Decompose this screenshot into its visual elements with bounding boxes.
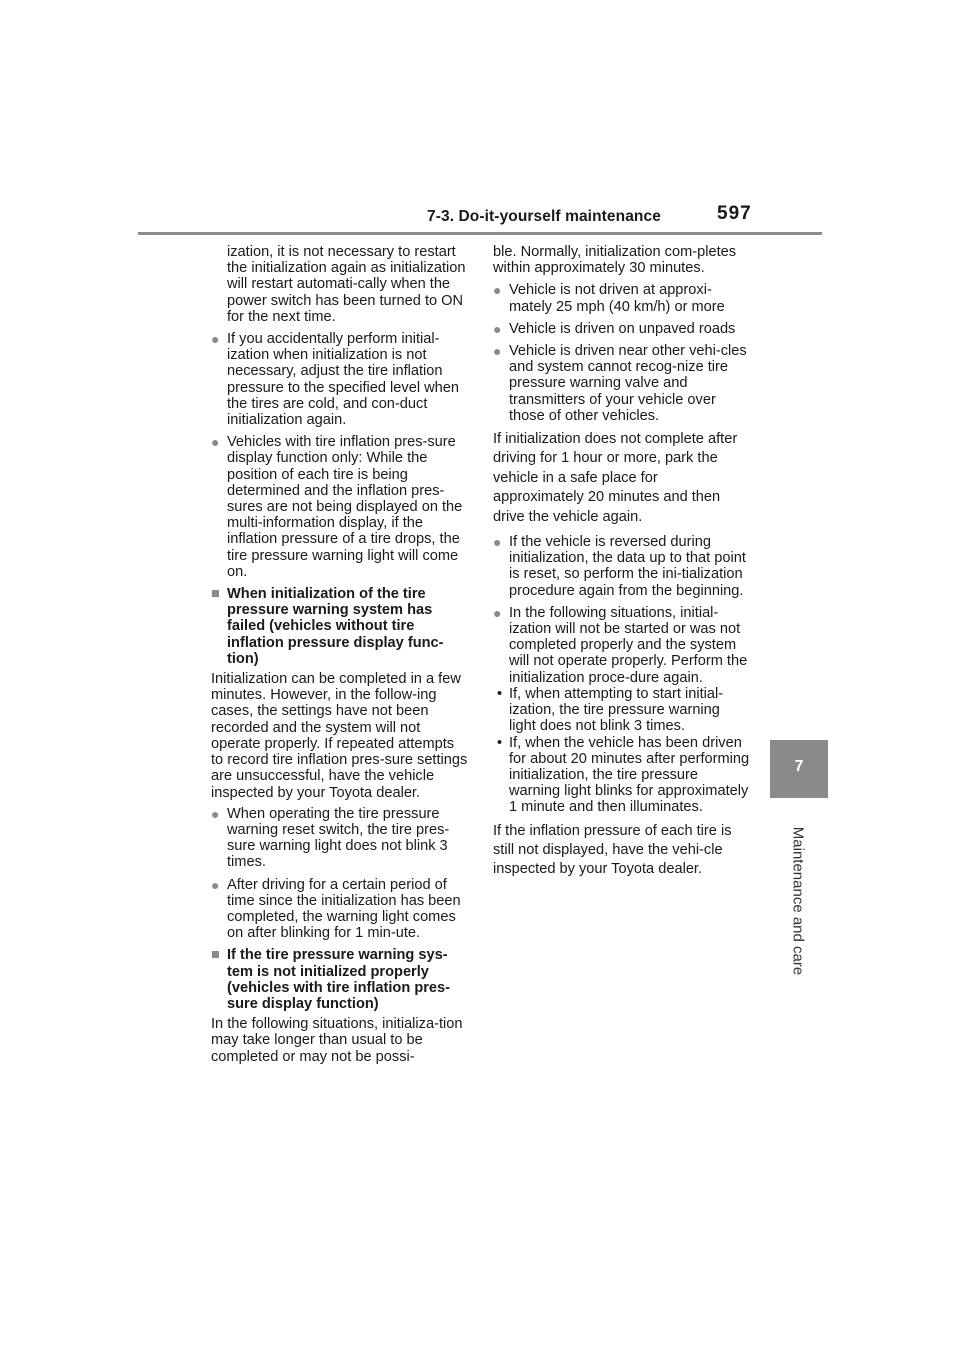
continued-paragraph: ble. Normally, initialization com-pletes within approximately 30 minutes. bbox=[493, 244, 737, 277]
section-title: 7-3. Do-it-yourself maintenance bbox=[427, 208, 661, 225]
bullet-text: If the vehicle is reversed during initialization, the data up to that point is reset, so perform the ini-tialization procedure again from the beginning. bbox=[509, 534, 746, 599]
list-item bbox=[211, 434, 468, 580]
bullet-text: If you accidentally perform initial-ization when initialization is not necessary, adjust the tire inflation pressure to the specified level when the tires are cold, and con-duct initialization again. bbox=[227, 331, 460, 429]
sub-bullet-icon: • bbox=[497, 685, 503, 702]
list-item bbox=[493, 282, 750, 314]
chapter-label bbox=[785, 808, 811, 994]
list-item bbox=[211, 806, 468, 871]
bullet-text: Vehicle is driven on unpaved roads bbox=[509, 320, 736, 337]
subsection-heading bbox=[211, 947, 468, 1012]
bullet-icon: ● bbox=[493, 604, 502, 621]
bullet-icon: ● bbox=[211, 331, 220, 348]
bullet-icon: ● bbox=[211, 805, 220, 822]
list-item bbox=[211, 877, 468, 942]
page-number: 597 bbox=[717, 203, 752, 224]
list-item bbox=[493, 605, 750, 686]
chapter-tab bbox=[770, 740, 828, 798]
bullet-text: Vehicle is driven near other vehi-cles and system cannot recog-nize tire pressure warning valve and transmitters of your vehicle over those of other vehicles. bbox=[509, 343, 747, 424]
bullet-icon: ● bbox=[493, 343, 502, 360]
bullet-text: When operating the tire pressure warning reset switch, the tire pres-sure warning light does not blink 3 times. bbox=[227, 805, 450, 871]
square-marker-icon: ■ bbox=[211, 586, 220, 603]
sub-list-item bbox=[493, 735, 750, 816]
subsection-heading bbox=[211, 586, 468, 667]
bullet-text: Vehicles with tire inflation pres-sure display function only: While the position of each tire is being determined and the inflation pres-sures are not being displayed on the multi-information display, if the inflation pressure of a tire drops, the tire pressure warning light will come on. bbox=[227, 434, 463, 580]
bullet-icon: ● bbox=[493, 282, 502, 299]
bullet-text: After driving for a certain period of time since the initialization has been completed, the warning light comes on after blinking for 1 min-ute. bbox=[227, 876, 461, 942]
chapter-label-text: Maintenance and care bbox=[789, 826, 807, 976]
sub-item-text: If, when the vehicle has been driven for about 20 minutes after performing initialization, the tire pressure warning light blinks for approximately 1 minute and then illuminates. bbox=[509, 734, 750, 816]
paragraph: In the following situations, initializa-tion may take longer than usual to be completed or may not be possi- bbox=[211, 1016, 463, 1065]
header-rule bbox=[138, 232, 822, 235]
square-marker-icon: ■ bbox=[211, 947, 220, 964]
list-item bbox=[493, 534, 750, 599]
sub-item-text: If, when attempting to start initial-ization, the tire pressure warning light does not blink 3 times. bbox=[509, 685, 724, 735]
bullet-icon: ● bbox=[211, 434, 220, 451]
sub-list-item bbox=[493, 686, 750, 735]
bullet-text: In the following situations, initial-ization will not be started or was not completed properly and the system will not operate properly. Perform the initialization proce-dure again. bbox=[509, 604, 748, 686]
left-column bbox=[211, 244, 468, 1070]
sub-bullet-icon: • bbox=[497, 734, 503, 751]
bullet-icon: ● bbox=[493, 534, 502, 551]
list-item bbox=[493, 343, 750, 424]
heading-text: If the tire pressure warning sys-tem is not initialized properly (vehicles with tire inflation pres-sure display function) bbox=[227, 947, 451, 1012]
chapter-number: 7 bbox=[794, 758, 804, 775]
list-item bbox=[493, 321, 750, 337]
bullet-icon: ● bbox=[493, 320, 502, 337]
paragraph: If the inflation pressure of each tire is still not displayed, have the vehi-cle inspected by your Toyota dealer. bbox=[493, 822, 732, 878]
bullet-text: Vehicle is not driven at approxi-mately 25 mph (40 km/h) or more bbox=[509, 282, 725, 315]
continued-paragraph: ization, it is not necessary to restart the initialization again as initialization will restart automati-cally when the power switch has been turned to ON for the next time. bbox=[227, 244, 466, 325]
right-column bbox=[493, 244, 750, 887]
heading-text: When initialization of the tire pressure warning system has failed (vehicles without tire inflation pressure display func-tion) bbox=[227, 586, 444, 667]
paragraph: Initialization can be completed in a few minutes. However, in the follow-ing cases, the settings have not been recorded and the system will not operate properly. If repeated attempts to record tire inflation pres-sure settings are unsuccessful, have the vehicle inspected by your Toyota dealer. bbox=[211, 671, 468, 801]
bullet-icon: ● bbox=[211, 876, 220, 893]
list-item bbox=[211, 331, 468, 428]
paragraph: If initialization does not complete after driving for 1 hour or more, park the vehicle in a safe place for approximately 20 minutes and then drive the vehicle again. bbox=[493, 431, 738, 525]
